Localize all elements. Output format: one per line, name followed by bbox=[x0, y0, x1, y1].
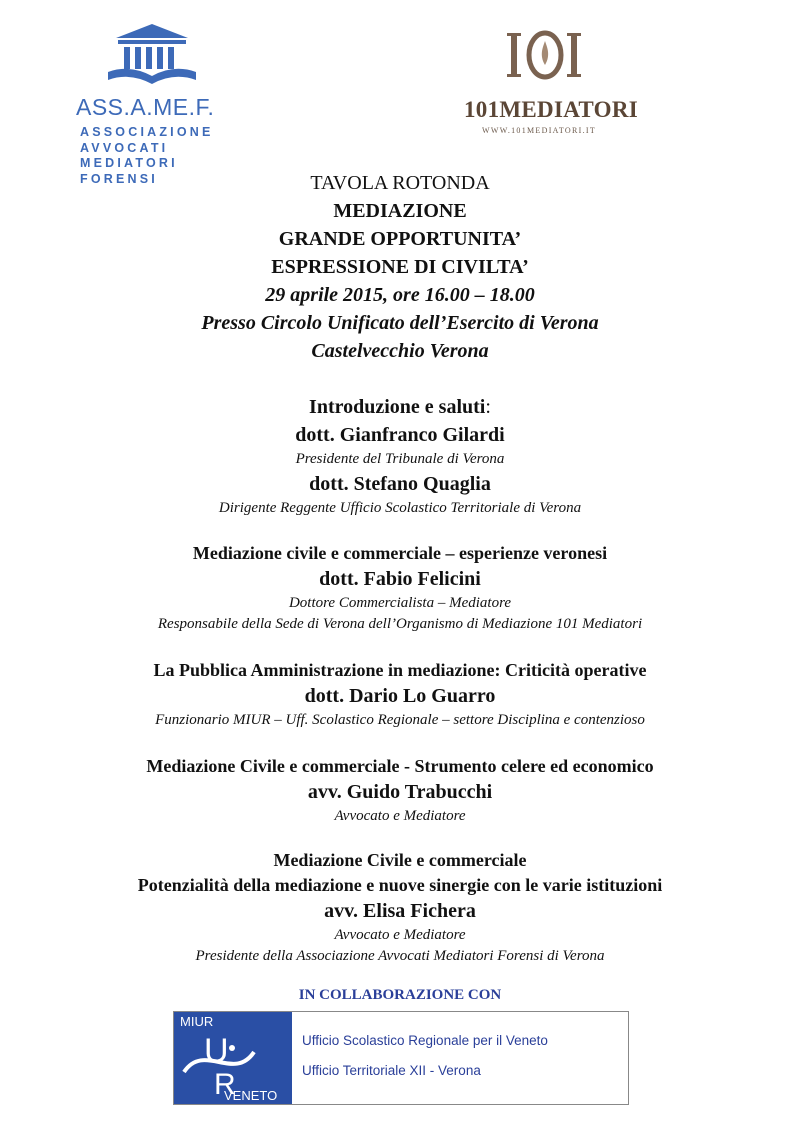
event-city: Castelvecchio Verona bbox=[311, 340, 489, 362]
101mediatori-logo bbox=[450, 25, 650, 145]
talk-3-topic: Mediazione Civile e commerciale - Strumento celere ed economico bbox=[146, 756, 654, 776]
usr-line-1: Ufficio Scolastico Regionale per il Veneto bbox=[302, 1033, 548, 1048]
talk-4-topic-2: Potenzialità della mediazione e nuove sinergie con le varie istituzioni bbox=[137, 875, 663, 895]
assamef-logo bbox=[72, 20, 232, 186]
talk-4-role-1: Avvocato e Mediatore bbox=[334, 927, 466, 943]
usr-logo bbox=[174, 1012, 292, 1104]
talk-4-role-2: Presidente della Associazione Avvocati Mediatori Forensi di Verona bbox=[195, 948, 605, 964]
event-title-1: MEDIAZIONE bbox=[333, 200, 467, 222]
intro-role-1: Presidente del Tribunale di Verona bbox=[295, 451, 505, 467]
usr-emblem-icon bbox=[174, 1012, 292, 1104]
intro-role-2: Dirigente Reggente Ufficio Scolastico Territoriale di Verona bbox=[218, 500, 582, 516]
101-emblem-icon bbox=[505, 25, 585, 85]
intro-heading: Introduzione e saluti: bbox=[309, 396, 491, 418]
usr-logo-top: MIUR bbox=[180, 1014, 214, 1029]
talk-3-speaker: avv. Guido Trabucchi bbox=[307, 781, 493, 803]
svg-text:R: R bbox=[214, 1068, 236, 1101]
usr-veneto-banner bbox=[173, 1011, 629, 1105]
talk-1-topic: Mediazione civile e commerciale – esperienze veronesi bbox=[192, 543, 608, 563]
usr-logo-bottom: VENETO bbox=[224, 1088, 278, 1103]
assamef-description: ASSOCIAZIONE AVVOCATI MEDIATORI FORENSI bbox=[80, 125, 214, 186]
talk-3-role-1: Avvocato e Mediatore bbox=[334, 808, 466, 824]
talk-2-role-1: Funzionario MIUR – Uff. Scolastico Regionale – settore Disciplina e contenzioso bbox=[155, 712, 645, 728]
talk-1-speaker: dott. Fabio Felicini bbox=[319, 568, 481, 590]
talk-2-speaker: dott. Dario Lo Guarro bbox=[304, 685, 496, 707]
101mediatori-url: WWW.101MEDIATORI.IT bbox=[482, 126, 597, 135]
101mediatori-name: 101MEDIATORI bbox=[464, 97, 638, 122]
usr-line-2: Ufficio Territoriale XII - Verona bbox=[302, 1063, 481, 1078]
talk-4-speaker: avv. Elisa Fichera bbox=[324, 900, 476, 922]
talk-2-topic: La Pubblica Amministrazione in mediazione: Criticità operative bbox=[153, 660, 647, 680]
talk-1-role-2: Responsabile della Sede di Verona dell’Organismo di Mediazione 101 Mediatori bbox=[157, 616, 643, 632]
event-title-2: GRANDE OPPORTUNITA’ bbox=[278, 228, 522, 250]
intro-speaker-2: dott. Stefano Quaglia bbox=[309, 473, 491, 495]
talk-4-topic: Mediazione Civile e commerciale bbox=[273, 850, 527, 870]
event-date: 29 aprile 2015, ore 16.00 – 18.00 bbox=[265, 284, 535, 306]
event-kind: TAVOLA ROTONDA bbox=[310, 172, 490, 194]
event-title-3: ESPRESSIONE DI CIVILTA’ bbox=[271, 256, 529, 278]
intro-speaker-1: dott. Gianfranco Gilardi bbox=[295, 424, 505, 446]
event-place: Presso Circolo Unificato dell’Esercito di Verona bbox=[201, 312, 599, 334]
svg-text:U: U bbox=[204, 1032, 229, 1070]
collab-heading: IN COLLABORAZIONE CON bbox=[298, 987, 502, 1003]
assamef-name: ASS.A.ME.F. bbox=[76, 94, 215, 120]
talk-1-role-1: Dottore Commercialista – Mediatore bbox=[288, 595, 512, 611]
temple-book-icon bbox=[102, 20, 202, 92]
